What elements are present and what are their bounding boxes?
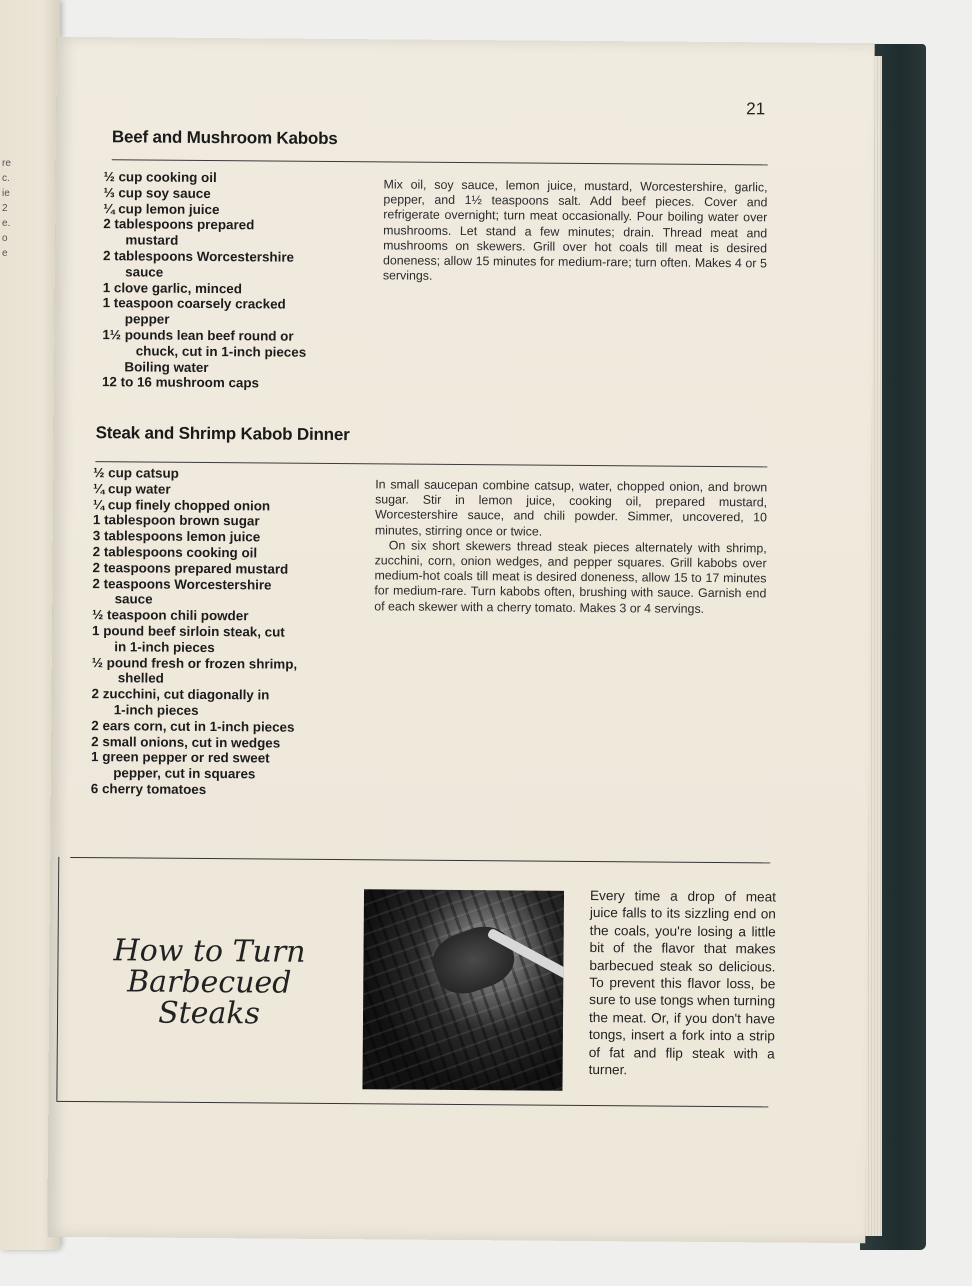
ingredient-text: tablespoons lemon juice: [103, 528, 261, 545]
ingredient-quantity: ⅓: [103, 184, 119, 201]
ingredient-quantity: ½: [93, 465, 109, 481]
ingredient-quantity: 1: [92, 623, 104, 639]
left-page-text-fragment: e.: [2, 218, 11, 229]
ingredient-quantity: 2: [92, 575, 104, 591]
ingredient-item: [92, 623, 362, 657]
title-rule: [112, 159, 768, 165]
ingredient-item: [102, 375, 362, 393]
ingredient-text: tablespoons cooking oil: [103, 544, 258, 561]
ingredient-quantity: ½: [103, 169, 119, 185]
ingredient-text: pounds lean beef round or chuck, cut in 1-inch pieces: [124, 327, 307, 360]
ingredient-text: clove garlic, minced: [113, 279, 243, 296]
ingredient-quantity: 6: [90, 781, 103, 797]
ingredient-text: pound fresh or frozen shrimp, shelled: [106, 654, 298, 687]
left-page-text-fragment: c.: [2, 173, 10, 184]
ingredient-item: [92, 655, 362, 689]
ingredient-text: teaspoons prepared mustard: [103, 559, 289, 577]
ingredient-text: teaspoon chili powder: [107, 607, 249, 624]
ingredient-quantity: ½: [91, 654, 107, 670]
ingredient-text: tablespoons prepared mustard: [114, 216, 255, 248]
ingredient-quantity: ¼: [103, 200, 119, 216]
ingredient-text: pound beef sirloin steak, cut in 1-inch pieces: [103, 623, 285, 655]
ingredient-quantity: 1: [102, 295, 114, 311]
steak-grill-photo: [362, 889, 564, 1091]
ingredient-item: [102, 296, 362, 330]
left-page-text-fragment: re: [2, 158, 11, 169]
ingredient-item: [102, 327, 362, 361]
ingredient-item: [103, 248, 363, 282]
ingredient-item: [92, 576, 362, 610]
ingredient-item: [91, 686, 361, 720]
ingredient-text: cup lemon juice: [118, 200, 220, 217]
tip-title: How to Turn Barbecued Steaks: [113, 933, 306, 1032]
ingredient-quantity: 2: [103, 216, 115, 232]
ingredient-text: teaspoons Worcestershire sauce: [103, 575, 272, 607]
ingredient-text: to 16 mushroom caps: [120, 374, 260, 391]
ingredient-quantity: 12: [101, 374, 121, 390]
ingredient-text: Boiling water: [124, 358, 209, 375]
direction-paragraph: On six short skewers thread steak pieces alternately with shrimp, zucchini, corn, onion wedges, and pepper squares. Grill kabobs over medium-hot coals till meat is desired doneness, allow 15 to 17 minutes for medium-rare. Turn kabobs often, brushing with sauce. Garnish end of each skewer with a cherry tomato. Makes 3 or 4 servings.: [374, 538, 767, 616]
ingredient-text: small onions, cut in wedges: [102, 733, 281, 751]
ingredient-quantity: 2: [91, 686, 103, 702]
ingredient-text: teaspoon coarsely cracked pepper: [113, 295, 286, 327]
ingredient-list: [91, 465, 364, 799]
ingredient-quantity: ¼: [92, 496, 109, 512]
ingredient-quantity: 1½: [102, 327, 125, 343]
left-page-text-fragment: 2: [2, 203, 8, 214]
ingredient-text: cup catsup: [108, 465, 179, 481]
ingredient-quantity: 1: [91, 749, 103, 765]
left-page-text-fragment: ie: [2, 188, 10, 199]
ingredient-text: ears corn, cut in 1-inch pieces: [102, 717, 295, 735]
ingredient-quantity: 2: [102, 248, 115, 264]
book-page: [47, 37, 874, 1243]
left-page-text-fragment: e: [2, 248, 8, 259]
ingredient-quantity: 1: [102, 279, 114, 295]
ingredient-text: cherry tomatoes: [101, 781, 207, 797]
ingredient-text: cup cooking oil: [118, 169, 217, 186]
ingredient-text: cup water: [108, 481, 171, 497]
recipe-title: Beef and Mushroom Kabobs: [111, 127, 338, 149]
left-page-text-fragment: o: [2, 233, 8, 244]
recipe-directions: [383, 177, 768, 286]
ingredient-text: tablespoons Worcestershire sauce: [113, 248, 295, 280]
box-border-left: [56, 857, 59, 1101]
ingredient-quantity: 3: [92, 528, 105, 544]
ingredient-item: [91, 749, 361, 783]
ingredient-quantity: 2: [91, 717, 103, 733]
box-border-top: [70, 857, 770, 863]
ingredient-quantity: ½: [92, 607, 108, 623]
ingredient-text: tablespoon brown sugar: [104, 512, 260, 529]
ingredient-quantity: 2: [92, 544, 104, 560]
direction-paragraph: Mix oil, soy sauce, lemon juice, mustard, Worcestershire, garlic, pepper, and 1½ teaspoons salt. Add beef pieces. Cover and refrigerate overnight; turn meat occasionally. Pour boiling water over mushrooms. Let stand a few minutes; drain. Thread meat and mushrooms on skewers. Grill over hot coals till meat is desired doneness; allow 15 minutes for medium-rare; turn often. Makes 4 or 5 servings.: [382, 177, 768, 283]
direction-paragraph: In small saucepan combine catsup, water, chopped onion, and brown sugar. Stir in lemon juice, cooking oil, prepared mustard, Worcestershire sauce, and chili powder. Simmer, uncovered, 10 minutes, stirring once or twice.: [374, 477, 768, 539]
ingredient-quantity: [102, 359, 124, 375]
tip-text: Every time a drop of meat juice falls to its sizzling end on the coals, you're losing a little bit of the flavor that makes barbecued steak so delicious. To prevent this flavor loss, be sure to use tongs when turning the meat. Or, if you don't have tongs, insert a fork into a strip of fat and flip steak with a turner.: [588, 888, 777, 1078]
tip-box: [56, 857, 777, 1111]
recipe-directions: [374, 477, 767, 617]
ingredient-text: cup finely chopped onion: [107, 496, 271, 514]
ingredient-text: cup soy sauce: [118, 185, 211, 201]
ingredient-item: [103, 217, 363, 251]
ingredient-quantity: 1: [92, 512, 105, 528]
recipe-title: Steak and Shrimp Kabob Dinner: [95, 423, 350, 445]
ingredient-quantity: 2: [91, 733, 103, 749]
ingredient-text: green pepper or red sweet pepper, cut in squares: [102, 749, 270, 782]
ingredient-quantity: 2: [92, 559, 104, 575]
box-border-bottom: [56, 1101, 768, 1108]
ingredient-quantity: ¼: [93, 480, 109, 497]
ingredient-item: [91, 781, 361, 799]
page-number: 21: [746, 99, 766, 119]
ingredient-text: zucchini, cut diagonally in 1-inch pieces: [102, 686, 270, 718]
ingredient-list: [102, 169, 364, 392]
